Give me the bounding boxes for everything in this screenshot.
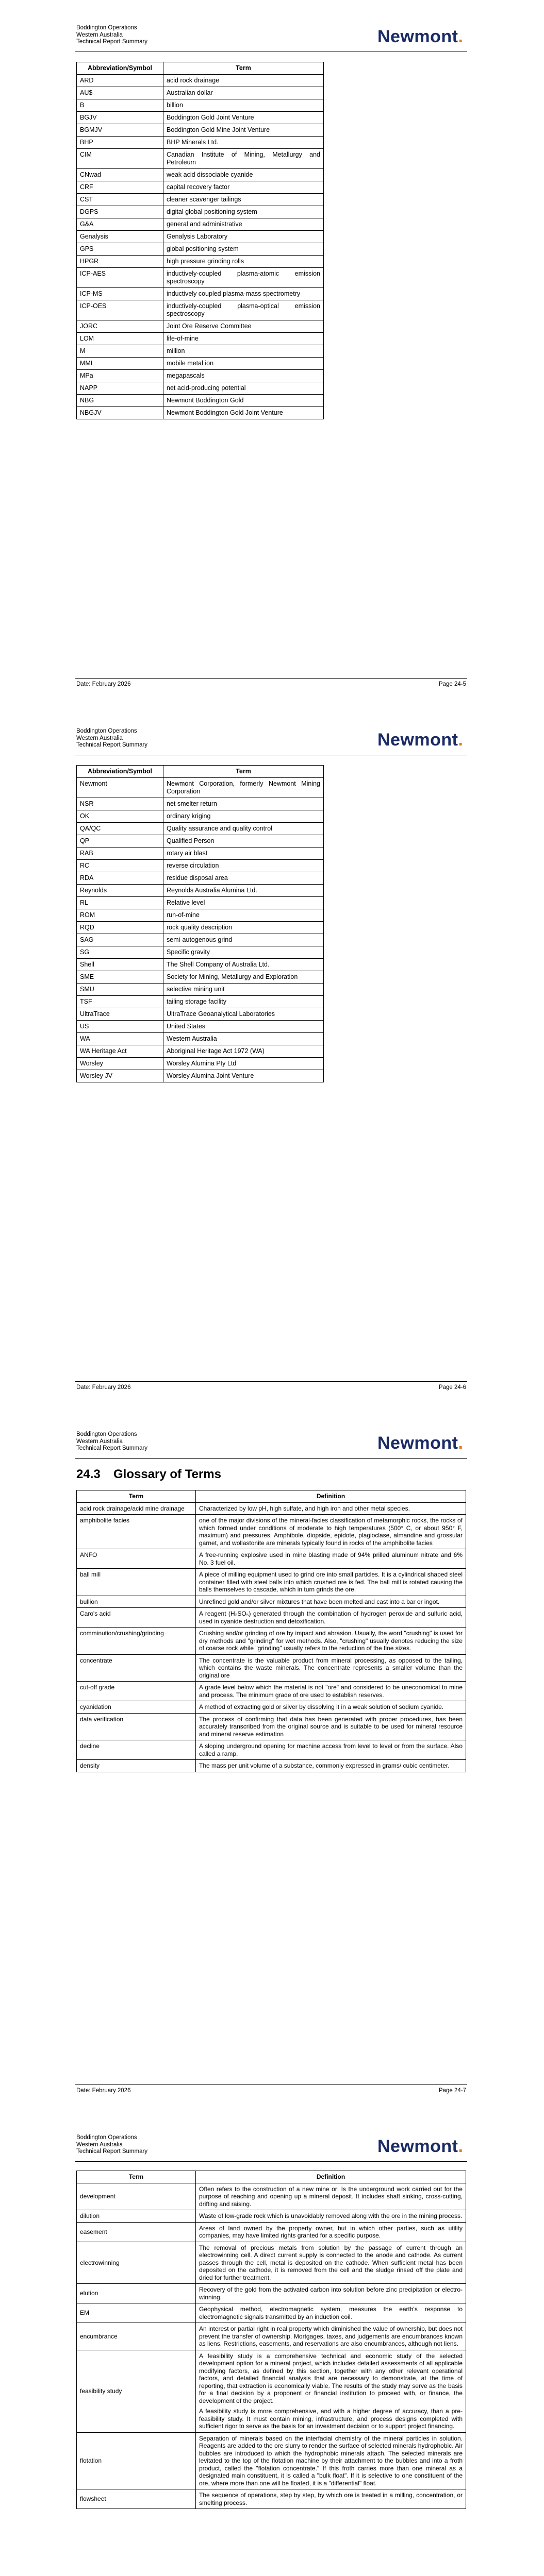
definition-cell: Newmont Boddington Gold Joint Venture	[163, 407, 324, 419]
column-header-definition: Definition	[196, 1490, 466, 1503]
term-cell: QA/QC	[77, 823, 163, 835]
logo-dot: .	[458, 730, 464, 750]
term-cell: flotation	[77, 2432, 196, 2489]
table-row	[77, 231, 324, 243]
table-row	[77, 1549, 466, 1569]
header-rule	[75, 2161, 467, 2162]
definition-paragraph: A feasibility study is a comprehensive technical and economic study of the selected development option for a mineral project, which includes detailed assessments of all applicable modifying factors, as defined by this section, together with any other relevant operational factors, and detailed financial analysis that are necessary to demonstrate, at the time of reporting, that extraction is economically viable. The results of the study may serve as the basis for a final decision by a proponent or financial institution to proceed with, or finance, the development of the project.	[199, 2352, 463, 2404]
column-header-term: Term	[77, 2171, 196, 2183]
table-row	[77, 288, 324, 300]
newmont-logo	[377, 730, 463, 750]
term-cell: BHP	[77, 137, 163, 149]
term-cell: ARD	[77, 75, 163, 87]
definition-cell: ordinary kriging	[163, 810, 324, 823]
term-cell: EM	[77, 2303, 196, 2323]
table-row	[77, 333, 324, 345]
footer-date: Date: February 2026	[76, 1384, 131, 1391]
table-header-row	[77, 62, 324, 75]
term-cell: data verification	[77, 1713, 196, 1740]
definition-cell	[196, 2489, 466, 2509]
definition-cell: rotary air blast	[163, 848, 324, 860]
table-row	[77, 1760, 466, 1772]
footer-date: Date: February 2026	[76, 2088, 131, 2094]
column-header-abbreviation: Abbreviation/Symbol	[77, 62, 163, 75]
definition-cell: residue disposal area	[163, 872, 324, 885]
definition-paragraph: Geophysical method, electromagnetic system, measures the earth's response to electromagnetic signals transmitted by an induction coil.	[199, 2306, 463, 2320]
definition-cell: mobile metal ion	[163, 358, 324, 370]
term-cell: easement	[77, 2222, 196, 2242]
term-cell: MMI	[77, 358, 163, 370]
definition-cell: A free-running explosive used in mine blasting made of 94% prilled aluminum nitrate and 6% No. 3 fuel oil.	[196, 1549, 466, 1569]
page-footer	[76, 1384, 466, 1391]
term-cell: NBG	[77, 395, 163, 407]
term-cell: cut-off grade	[77, 1682, 196, 1701]
definition-cell: rock quality description	[163, 922, 324, 934]
definition-cell: Reynolds Australia Alumina Ltd.	[163, 885, 324, 897]
term-cell: Newmont	[77, 778, 163, 798]
header-line-3: Technical Report Summary	[76, 39, 148, 45]
header-line-2: Western Australia	[76, 31, 123, 38]
table-row	[77, 1008, 324, 1021]
definition-paragraph: Separation of minerals based on the interfacial chemistry of the mineral particles in solution. Reagents are added to the ore slurry to render the surface of selected minerals hydrophobic. Air bubbles are introduced to which the hydrophobic minerals attach. The selected minerals are levitated to the top of the flotation machine by their attachment to the bubbles and into a froth product, called the "flotation concentrate." If this froth carries more than one mineral as a designated main constituent, it is called a "bulk float". If it is selective to one constituent of the ore, where more than one will be floated, it is a "differential" float.	[199, 2434, 463, 2487]
header-line-1: Boddington Operations	[76, 728, 137, 734]
definition-cell: million	[163, 345, 324, 358]
table-row	[77, 149, 324, 169]
table-row	[77, 395, 324, 407]
term-cell: CIM	[77, 149, 163, 169]
table-row	[77, 169, 324, 181]
term-cell: MPa	[77, 370, 163, 382]
table-row	[77, 1021, 324, 1033]
term-cell: M	[77, 345, 163, 358]
definition-cell	[196, 2284, 466, 2303]
term-cell: DGPS	[77, 206, 163, 218]
abbreviation-table	[76, 62, 324, 419]
table-row	[77, 382, 324, 395]
term-cell: SG	[77, 946, 163, 959]
definition-cell	[196, 2242, 466, 2284]
footer-page-number: Page 24-5	[438, 681, 466, 687]
newmont-logo	[377, 2137, 463, 2157]
table-row	[77, 2210, 466, 2223]
definition-cell: The mass per unit volume of a substance, commonly expressed in grams/ cubic centimeter.	[196, 1760, 466, 1772]
table-row	[77, 2323, 466, 2350]
definition-cell	[196, 2183, 466, 2210]
term-cell: Reynolds	[77, 885, 163, 897]
table-row	[77, 2222, 466, 2242]
term-cell: cyanidation	[77, 1701, 196, 1714]
definition-cell: A sloping underground opening for machine access from level to level or from the surface. Also called a ramp.	[196, 1740, 466, 1760]
table-row	[77, 1654, 466, 1682]
header-line-3: Technical Report Summary	[76, 1445, 148, 1451]
header-line-3: Technical Report Summary	[76, 742, 148, 748]
table-row	[77, 798, 324, 810]
term-cell: SME	[77, 971, 163, 984]
term-cell: ball mill	[77, 1569, 196, 1596]
page-header-text	[76, 728, 147, 749]
term-cell: NAPP	[77, 382, 163, 395]
table-row	[77, 848, 324, 860]
definition-cell: inductively-coupled plasma-atomic emission spectroscopy	[163, 268, 324, 288]
term-cell: decline	[77, 1740, 196, 1760]
definition-cell: The Shell Company of Australia Ltd.	[163, 959, 324, 971]
page-24-8	[0, 2110, 544, 2576]
definition-cell: general and administrative	[163, 218, 324, 231]
table-row	[77, 1045, 324, 1058]
term-cell: NSR	[77, 798, 163, 810]
page-header-text	[76, 2134, 147, 2156]
definition-cell: Specific gravity	[163, 946, 324, 959]
table-row	[77, 75, 324, 87]
footer-date: Date: February 2026	[76, 681, 131, 687]
term-cell: concentrate	[77, 1654, 196, 1682]
table-row	[77, 345, 324, 358]
term-cell: Shell	[77, 959, 163, 971]
term-cell: RL	[77, 897, 163, 909]
table-row	[77, 2242, 466, 2284]
definition-cell: Canadian Institute of Mining, Metallurgy and Petroleum	[163, 149, 324, 169]
header-line-2: Western Australia	[76, 735, 123, 741]
definition-cell: Characterized by low pH, high sulfate, and high iron and other metal species.	[196, 1502, 466, 1515]
table-row	[77, 1628, 466, 1655]
definition-cell: selective mining unit	[163, 984, 324, 996]
logo-text: Newmont	[377, 2137, 458, 2156]
header-rule	[75, 1458, 467, 1459]
footer-page-number: Page 24-6	[438, 1384, 466, 1391]
term-cell: NBGJV	[77, 407, 163, 419]
term-cell: AU$	[77, 87, 163, 99]
table-row	[77, 1701, 466, 1714]
abbreviation-table	[76, 765, 324, 1082]
definition-cell: Worsley Alumina Pty Ltd	[163, 1058, 324, 1070]
term-cell: RDA	[77, 872, 163, 885]
logo-dot: .	[458, 2137, 464, 2156]
definition-cell: The process of confirming that data has been generated with proper procedures, has been accurately transcribed from the original source and is suitable to be used for mineral resource and mineral reserve estimation	[196, 1713, 466, 1740]
header-line-2: Western Australia	[76, 2141, 123, 2148]
definition-cell: global positioning system	[163, 243, 324, 256]
table-row	[77, 959, 324, 971]
definition-cell	[196, 2222, 466, 2242]
section-heading: Glossary of Terms	[113, 1467, 221, 1481]
definition-cell: cleaner scavenger tailings	[163, 194, 324, 206]
header-line-1: Boddington Operations	[76, 1431, 137, 1437]
definition-cell: Newmont Boddington Gold	[163, 395, 324, 407]
definition-cell	[196, 2323, 466, 2350]
table-row	[77, 872, 324, 885]
table-row	[77, 268, 324, 288]
table-row	[77, 1033, 324, 1045]
table-row	[77, 1740, 466, 1760]
definition-cell: high pressure grinding rolls	[163, 256, 324, 268]
table-row	[77, 1682, 466, 1701]
term-cell: US	[77, 1021, 163, 1033]
term-cell: OK	[77, 810, 163, 823]
definition-cell: net acid-producing potential	[163, 382, 324, 395]
newmont-logo	[377, 27, 463, 47]
table-row	[77, 87, 324, 99]
definition-cell: UltraTrace Geoanalytical Laboratories	[163, 1008, 324, 1021]
table-row	[77, 1713, 466, 1740]
term-cell: WA	[77, 1033, 163, 1045]
definition-cell: A method of extracting gold or silver by dissolving it in a weak solution of sodium cyanide.	[196, 1701, 466, 1714]
logo-dot: .	[458, 27, 464, 46]
term-cell: CRF	[77, 181, 163, 194]
term-cell: development	[77, 2183, 196, 2210]
page-24-5	[0, 0, 544, 703]
footer-rule	[75, 2084, 467, 2085]
term-cell: CNwad	[77, 169, 163, 181]
definition-cell: run-of-mine	[163, 909, 324, 922]
glossary-table	[76, 2171, 466, 2509]
table-row	[77, 934, 324, 946]
table-row	[77, 2432, 466, 2489]
table-row	[77, 823, 324, 835]
definition-cell: Boddington Gold Joint Venture	[163, 112, 324, 124]
table-row	[77, 909, 324, 922]
table-row	[77, 1070, 324, 1082]
footer-rule	[75, 1381, 467, 1382]
term-cell: RQD	[77, 922, 163, 934]
definition-cell: Western Australia	[163, 1033, 324, 1045]
definition-cell: tailing storage facility	[163, 996, 324, 1008]
table-row	[77, 370, 324, 382]
table-row	[77, 99, 324, 112]
term-cell: bullion	[77, 1596, 196, 1608]
page-header-text	[76, 25, 147, 46]
logo-text: Newmont	[377, 730, 458, 750]
column-header-term: Term	[77, 1490, 196, 1503]
table-row	[77, 984, 324, 996]
table-row	[77, 971, 324, 984]
definition-paragraph: The sequence of operations, step by step, by which ore is treated in a milling, concentration, or smelting process.	[199, 2492, 463, 2506]
table-row	[77, 243, 324, 256]
term-cell: acid rock drainage/acid mine drainage	[77, 1502, 196, 1515]
table-row	[77, 2284, 466, 2303]
header-line-3: Technical Report Summary	[76, 2148, 148, 2155]
table-row	[77, 996, 324, 1008]
definition-cell: Unrefined gold and/or silver mixtures that have been melted and cast into a bar or ingot.	[196, 1596, 466, 1608]
table-row	[77, 2489, 466, 2509]
logo-dot: .	[458, 1433, 464, 1453]
page-header-text	[76, 1431, 147, 1452]
table-row	[77, 206, 324, 218]
term-cell: feasibility study	[77, 2350, 196, 2432]
definition-cell: Genalysis Laboratory	[163, 231, 324, 243]
header-line-1: Boddington Operations	[76, 2134, 137, 2141]
term-cell: UltraTrace	[77, 1008, 163, 1021]
column-header-definition: Definition	[196, 2171, 466, 2183]
term-cell: TSF	[77, 996, 163, 1008]
term-cell: Worsley	[77, 1058, 163, 1070]
term-cell: SMU	[77, 984, 163, 996]
table-row	[77, 137, 324, 149]
definition-cell: Boddington Gold Mine Joint Venture	[163, 124, 324, 137]
term-cell: G&A	[77, 218, 163, 231]
term-cell: elution	[77, 2284, 196, 2303]
table-header-row	[77, 766, 324, 778]
definition-cell: A reagent (H₂SO₅) generated through the combination of hydrogen peroxide and sulfuric acid, used in cyanide destruction and detoxification.	[196, 1608, 466, 1628]
term-cell: RAB	[77, 848, 163, 860]
definition-paragraph: A feasibility study is more comprehensive, and with a higher degree of accuracy, than a pre-feasibility study. It must contain mining, infrastructure, and process designs completed with sufficient rigor to serve as the basis for an investment decision or to support project financing.	[199, 2408, 463, 2430]
term-cell: ICP-OES	[77, 300, 163, 320]
table-row	[77, 181, 324, 194]
term-cell: dilution	[77, 2210, 196, 2223]
definition-paragraph: Waste of low-grade rock which is unavoidably removed along with the ore in the mining process.	[199, 2212, 463, 2219]
table-row	[77, 1502, 466, 1515]
term-cell: B	[77, 99, 163, 112]
definition-cell: Crushing and/or grinding of ore by impact and abrasion. Usually, the word "crushing" is used for dry methods and "grinding" for wet methods. Also, "crushing" usually denotes reducing the size of coarse rock while "grinding" usually refers to the reduction of the fine sizes.	[196, 1628, 466, 1655]
term-cell: density	[77, 1760, 196, 1772]
term-cell: BGMJV	[77, 124, 163, 137]
column-header-abbreviation: Abbreviation/Symbol	[77, 766, 163, 778]
definition-cell: Worsley Alumina Joint Venture	[163, 1070, 324, 1082]
definition-cell: reverse circulation	[163, 860, 324, 872]
table-row	[77, 358, 324, 370]
term-cell: RC	[77, 860, 163, 872]
table-header-row	[77, 2171, 466, 2183]
logo-text: Newmont	[377, 27, 458, 46]
table-row	[77, 885, 324, 897]
glossary-table	[76, 1490, 466, 1772]
definition-cell	[196, 2210, 466, 2223]
table-row	[77, 112, 324, 124]
term-cell: encumbrance	[77, 2323, 196, 2350]
table-row	[77, 860, 324, 872]
definition-cell: digital global positioning system	[163, 206, 324, 218]
term-cell: WA Heritage Act	[77, 1045, 163, 1058]
page-footer	[76, 681, 466, 687]
definition-cell: The concentrate is the valuable product from mineral processing, as opposed to the tailing, which contains the waste minerals. The concentrate represents a smaller volume than the original ore	[196, 1654, 466, 1682]
definition-cell: one of the major divisions of the mineral-facies classification of metamorphic rocks, the rocks of which formed under conditions of moderate to high temperatures (500° C, or about 950° F, maximum) and pressures. Amphibole, diopside, epidote, plagioclase, almandine and grossular garnet, and wollastonite are minerals typically found in rocks of the amphibolite facies	[196, 1515, 466, 1549]
table-row	[77, 300, 324, 320]
column-header-term: Term	[163, 62, 324, 75]
term-cell: ICP-AES	[77, 268, 163, 288]
header-line-2: Western Australia	[76, 1438, 123, 1445]
definition-cell: weak acid dissociable cyanide	[163, 169, 324, 181]
term-cell: flowsheet	[77, 2489, 196, 2509]
table-header-row	[77, 1490, 466, 1503]
table-row	[77, 946, 324, 959]
header-line-1: Boddington Operations	[76, 25, 137, 31]
definition-cell: United States	[163, 1021, 324, 1033]
definition-paragraph: The removal of precious metals from solution by the passage of current through an electrowinning cell. A direct current supply is connected to the anode and cathode. As current passes through the cell, metal is deposited on the cathode. When sufficient metal has been deposited on the cathode, it is removed from the cell and the sludge rinsed off the plate and dried for further treatment.	[199, 2244, 463, 2281]
term-cell: QP	[77, 835, 163, 848]
term-cell: CST	[77, 194, 163, 206]
definition-cell: life-of-mine	[163, 333, 324, 345]
definition-cell: megapascals	[163, 370, 324, 382]
section-title	[76, 1467, 221, 1482]
definition-cell: Australian dollar	[163, 87, 324, 99]
table-row	[77, 124, 324, 137]
table-row	[77, 897, 324, 909]
column-header-term: Term	[163, 766, 324, 778]
table-row	[77, 778, 324, 798]
term-cell: electrowinning	[77, 2242, 196, 2284]
definition-cell: Qualified Person	[163, 835, 324, 848]
term-cell: comminution/crushing/grinding	[77, 1628, 196, 1655]
table-row	[77, 1608, 466, 1628]
term-cell: Worsley JV	[77, 1070, 163, 1082]
definition-cell: capital recovery factor	[163, 181, 324, 194]
logo-text: Newmont	[377, 1433, 458, 1453]
page-24-6	[0, 703, 544, 1406]
term-cell: Genalysis	[77, 231, 163, 243]
table-row	[77, 2183, 466, 2210]
definition-cell	[196, 2303, 466, 2323]
table-row	[77, 256, 324, 268]
table-row	[77, 218, 324, 231]
definition-cell	[196, 2432, 466, 2489]
term-cell: Caro's acid	[77, 1608, 196, 1628]
page-24-7	[0, 1406, 544, 2110]
term-cell: ANFO	[77, 1549, 196, 1569]
table-row	[77, 2350, 466, 2432]
page-footer	[76, 2088, 466, 2094]
definition-cell: Joint Ore Reserve Committee	[163, 320, 324, 333]
term-cell: ICP-MS	[77, 288, 163, 300]
definition-paragraph: Recovery of the gold from the activated carbon into solution before zinc precipitation or electro-winning.	[199, 2286, 463, 2301]
definition-cell: A grade level below which the material is not "ore" and considered to be uneconomical to mine and process. The minimum grade of ore used to establish reserves.	[196, 1682, 466, 1701]
definition-cell: BHP Minerals Ltd.	[163, 137, 324, 149]
newmont-logo	[377, 1433, 463, 1453]
definition-cell: inductively coupled plasma-mass spectrometry	[163, 288, 324, 300]
definition-cell: Newmont Corporation, formerly Newmont Mining Corporation	[163, 778, 324, 798]
definition-cell: net smelter return	[163, 798, 324, 810]
table-row	[77, 835, 324, 848]
definition-cell	[196, 2350, 466, 2432]
term-cell: HPGR	[77, 256, 163, 268]
table-row	[77, 810, 324, 823]
section-number: 24.3	[76, 1467, 101, 1481]
definition-cell: semi-autogenous grind	[163, 934, 324, 946]
table-row	[77, 1569, 466, 1596]
term-cell: ROM	[77, 909, 163, 922]
definition-cell: acid rock drainage	[163, 75, 324, 87]
table-row	[77, 407, 324, 419]
definition-paragraph: Often refers to the construction of a new mine or; Is the underground work carried out for the purpose of reaching and opening up a mineral deposit. It includes shaft sinking, cross-cutting, drifting and raising.	[199, 2185, 463, 2208]
definition-paragraph: Areas of land owned by the property owner, but in which other parties, such as utility companies, may have limited rights granted for a specific purpose.	[199, 2224, 463, 2239]
definition-cell: A piece of milling equipment used to grind ore into small particles. It is a cylindrical shaped steel container filled with steel balls into which crushed ore is fed. The ball mill is rotated causing the balls themselves to cascade, which in turn grinds the ore.	[196, 1569, 466, 1596]
table-row	[77, 922, 324, 934]
term-cell: JORC	[77, 320, 163, 333]
table-row	[77, 1596, 466, 1608]
definition-cell: inductively-coupled plasma-optical emission spectroscopy	[163, 300, 324, 320]
table-row	[77, 194, 324, 206]
table-row	[77, 320, 324, 333]
definition-paragraph: An interest or partial right in real property which diminished the value of ownership, but does not prevent the transfer of ownership. Mortgages, taxes, and judgements are encumbrances known as liens. Restrictions, easements, and reservations are also encumbrances, although not liens.	[199, 2325, 463, 2347]
term-cell: amphibolite facies	[77, 1515, 196, 1549]
table-row	[77, 2303, 466, 2323]
definition-cell: Aboriginal Heritage Act 1972 (WA)	[163, 1045, 324, 1058]
definition-cell: Quality assurance and quality control	[163, 823, 324, 835]
table-row	[77, 1515, 466, 1549]
definition-cell: Relative level	[163, 897, 324, 909]
term-cell: LOM	[77, 333, 163, 345]
definition-cell: Society for Mining, Metallurgy and Exploration	[163, 971, 324, 984]
definition-cell: billion	[163, 99, 324, 112]
table-row	[77, 1058, 324, 1070]
term-cell: BGJV	[77, 112, 163, 124]
term-cell: GPS	[77, 243, 163, 256]
footer-page-number: Page 24-7	[438, 2088, 466, 2094]
term-cell: SAG	[77, 934, 163, 946]
footer-rule	[75, 678, 467, 679]
